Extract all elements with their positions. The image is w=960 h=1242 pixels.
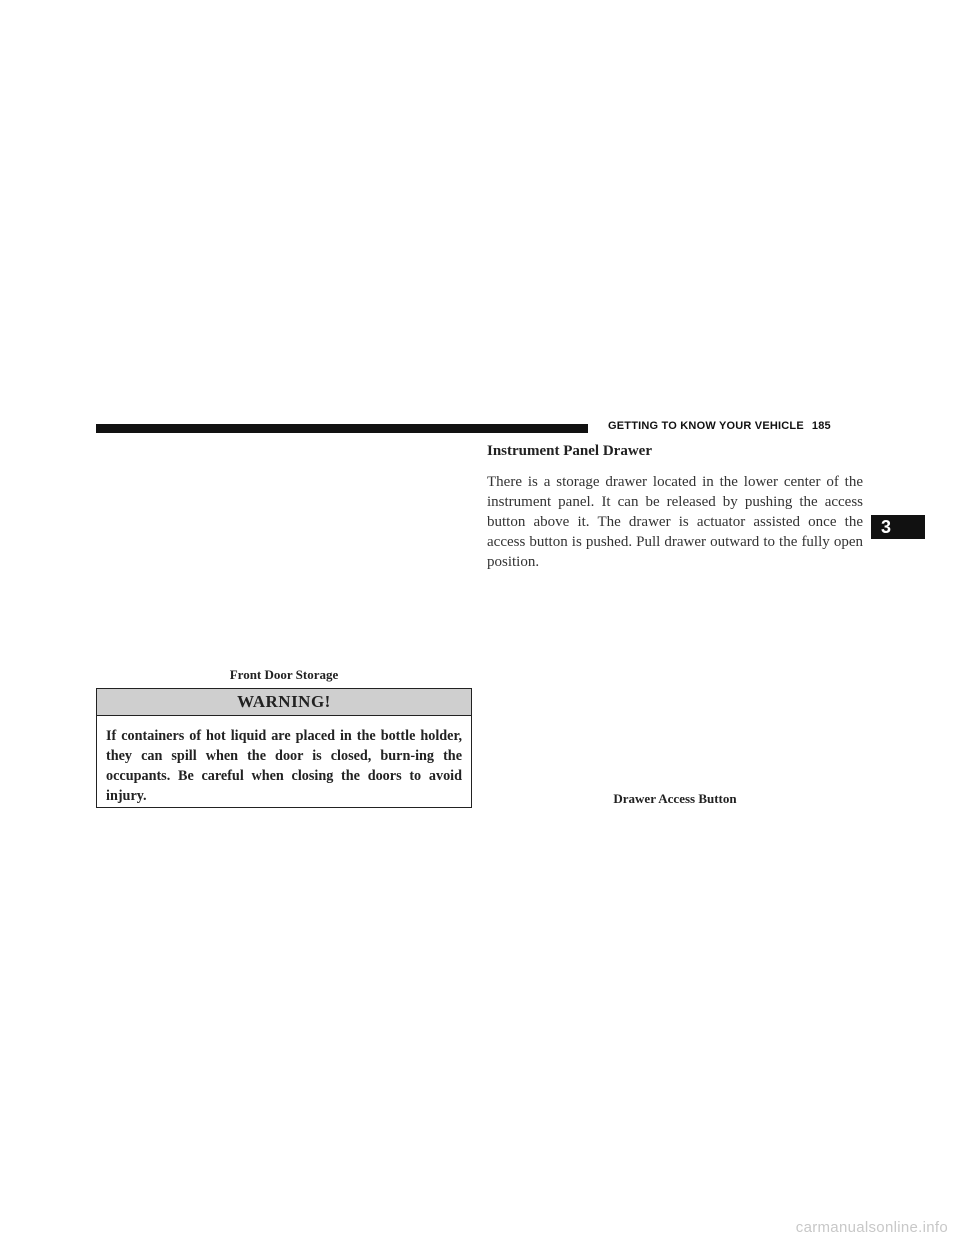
warning-body: If containers of hot liquid are placed in the bottle holder, they can spill when the door is closed, burn-ing the occupants. Be careful when closing the doors to avoid injury. — [106, 728, 462, 804]
watermark: carmanualsonline.info — [795, 1219, 948, 1236]
warning-title: WARNING! — [97, 689, 471, 716]
warning-box — [96, 688, 472, 808]
figure-caption-front-door: Front Door Storage — [229, 667, 339, 682]
header-title: GETTING TO KNOW YOUR VEHICLE — [608, 420, 804, 432]
page-number: 185 — [811, 420, 831, 432]
header-rule — [96, 424, 588, 433]
running-header — [608, 420, 831, 432]
section-title: Instrument Panel Drawer — [487, 443, 652, 459]
body-paragraph: There is a storage drawer located in the lower center of the instrument panel. It can be released by pushing the access button above it. The drawer is actuator assisted once the access button is pushed. Pull drawer outward to the fully open position. — [487, 474, 863, 570]
figure-caption-drawer: Drawer Access Button — [613, 791, 737, 806]
chapter-tab[interactable]: 3 — [871, 515, 925, 539]
